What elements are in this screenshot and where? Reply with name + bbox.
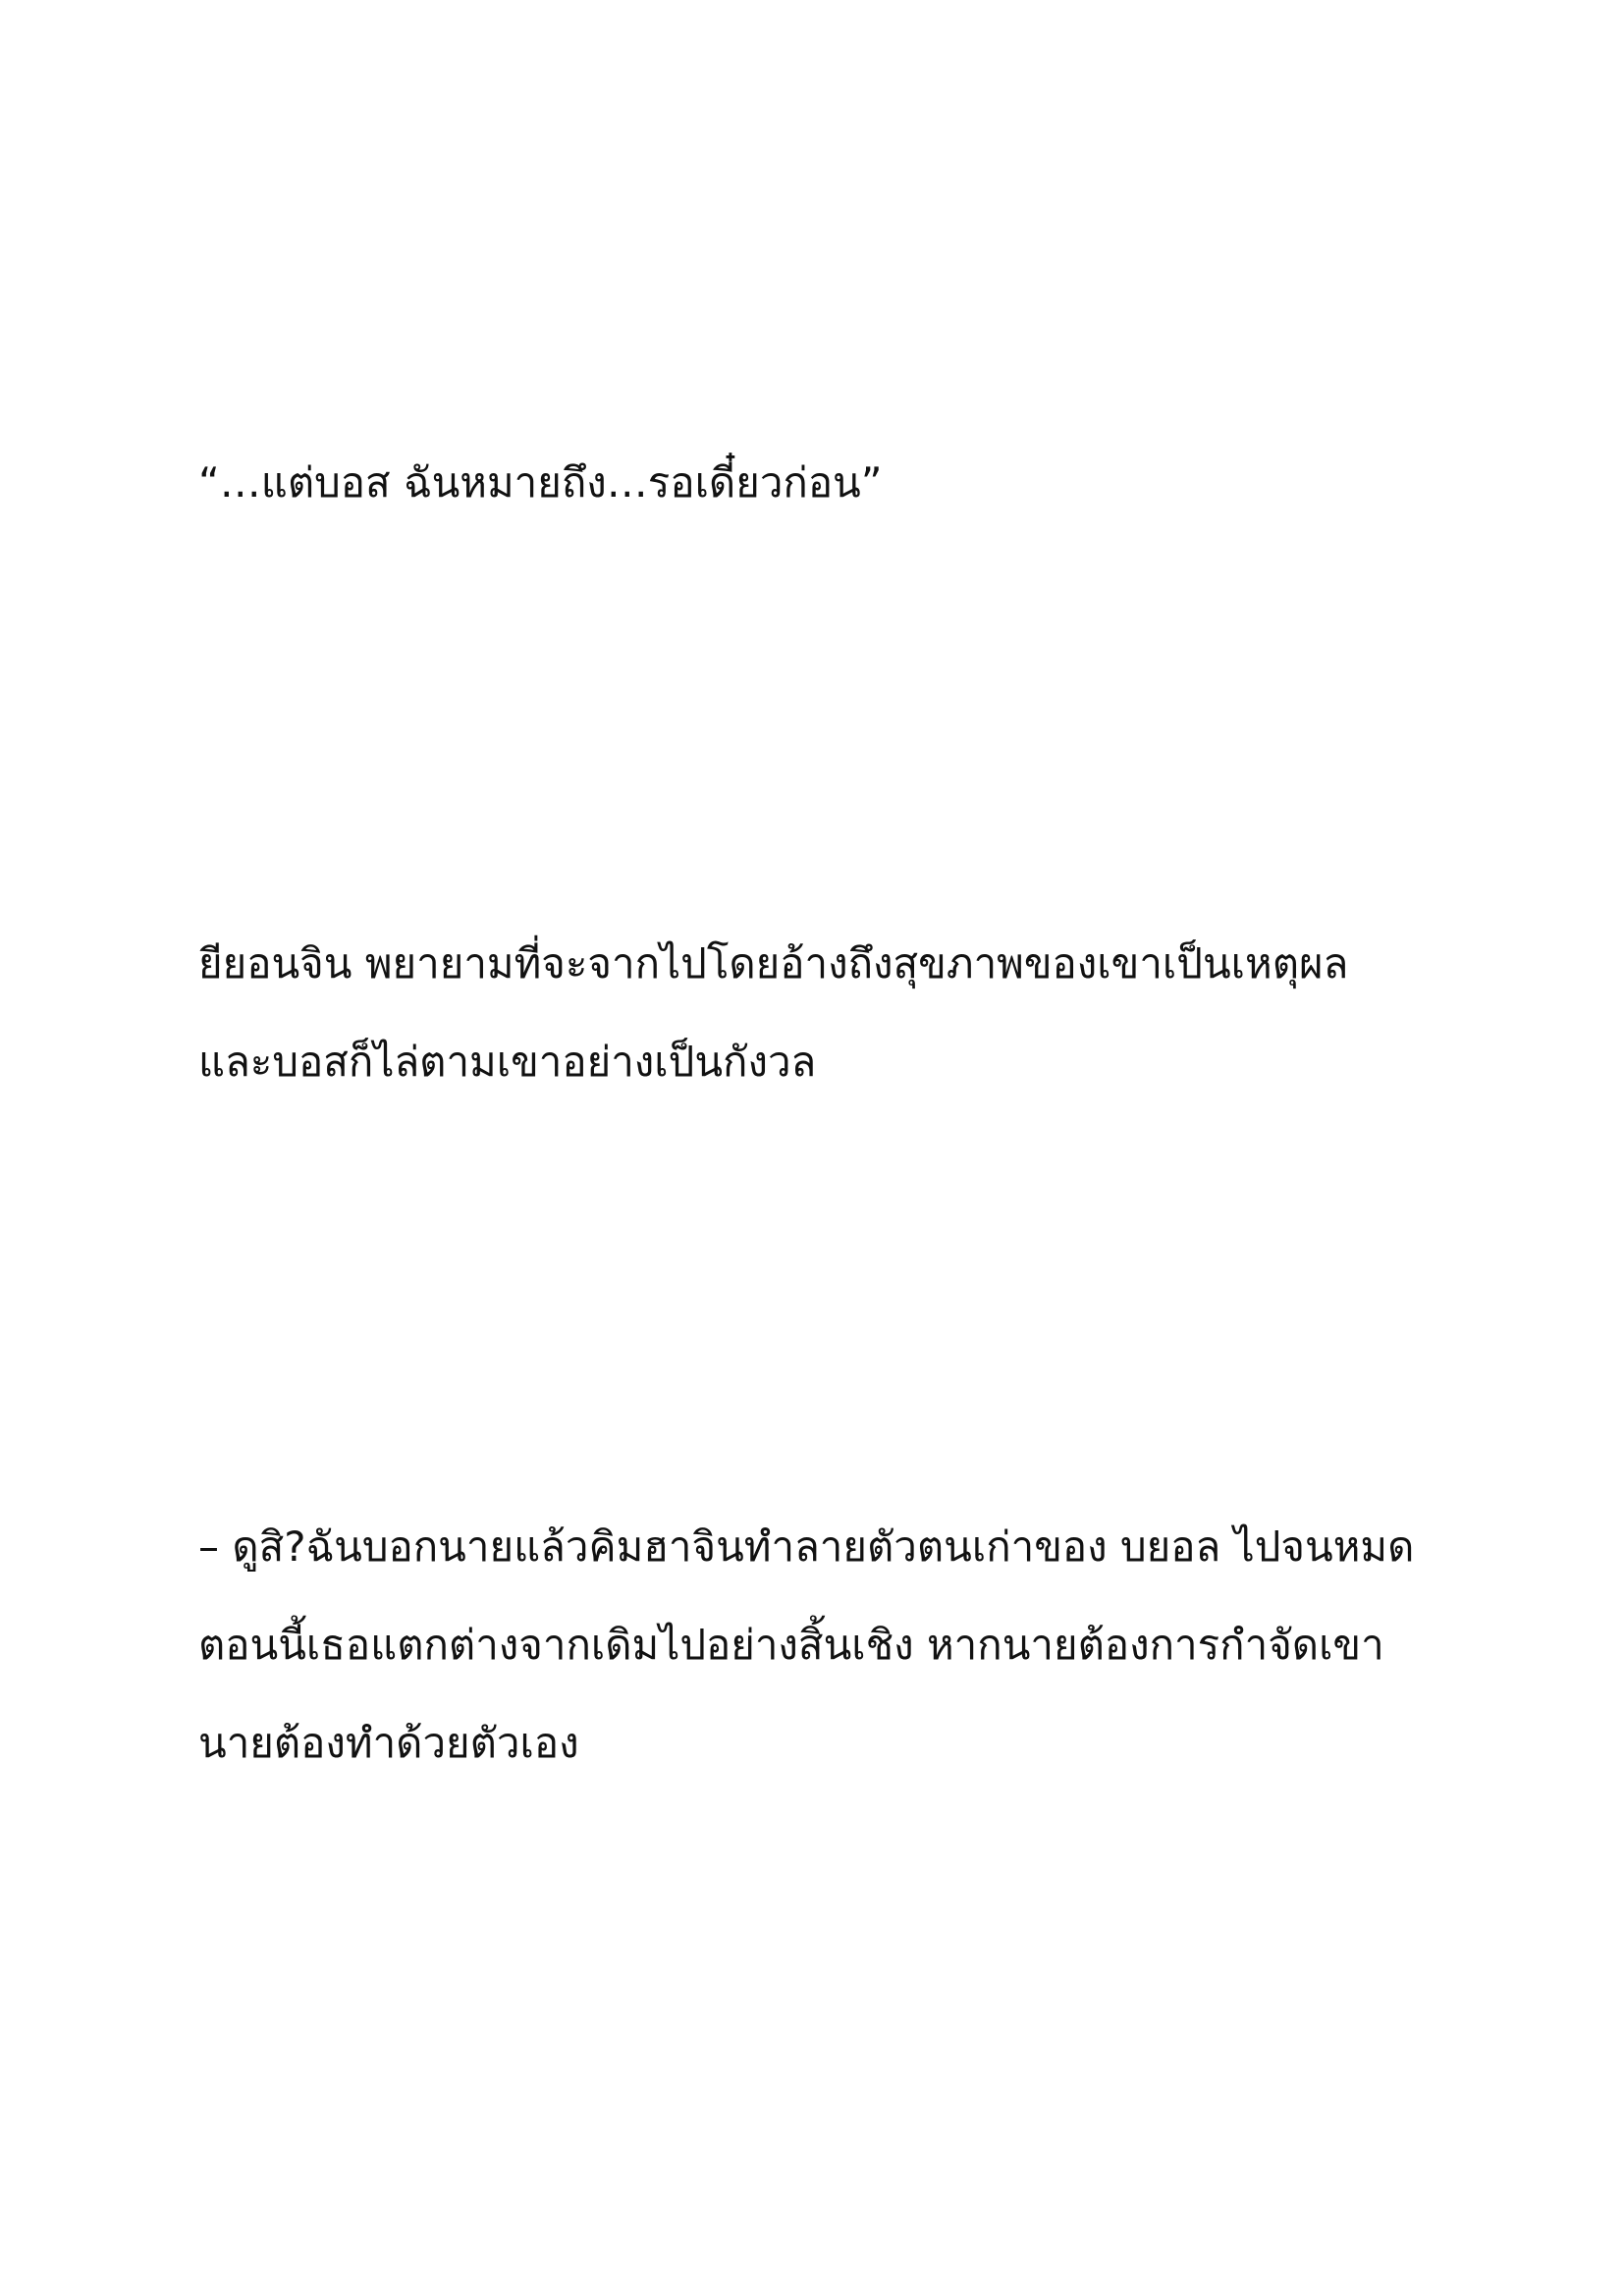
- text-line: “…แต่บอส ฉันหมายถึง…รอเดี๋ยวก่อน”: [198, 458, 883, 507]
- text-line: นายต้องทำด้วยตัวเอง: [198, 1719, 579, 1767]
- text-line: และบอสก็ไล่ตามเขาอย่างเป็นกังวล: [198, 1038, 817, 1086]
- text-line: – ดูสิ?ฉันบอกนายแล้วคิมฮาจินทำลายตัวตนเก่าของ บยอล ไปจนหมด: [198, 1522, 1415, 1571]
- text-line: ตอนนี้เธอแตกต่างจากเดิมไปอย่างสิ้นเชิง หากนายต้องการกำจัดเขา: [198, 1621, 1384, 1669]
- text-line: ยียอนจิน พยายามที่จะจากไปโดยอ้างถึงสุขภาพของเขาเป็นเหตุผล: [198, 939, 1349, 988]
